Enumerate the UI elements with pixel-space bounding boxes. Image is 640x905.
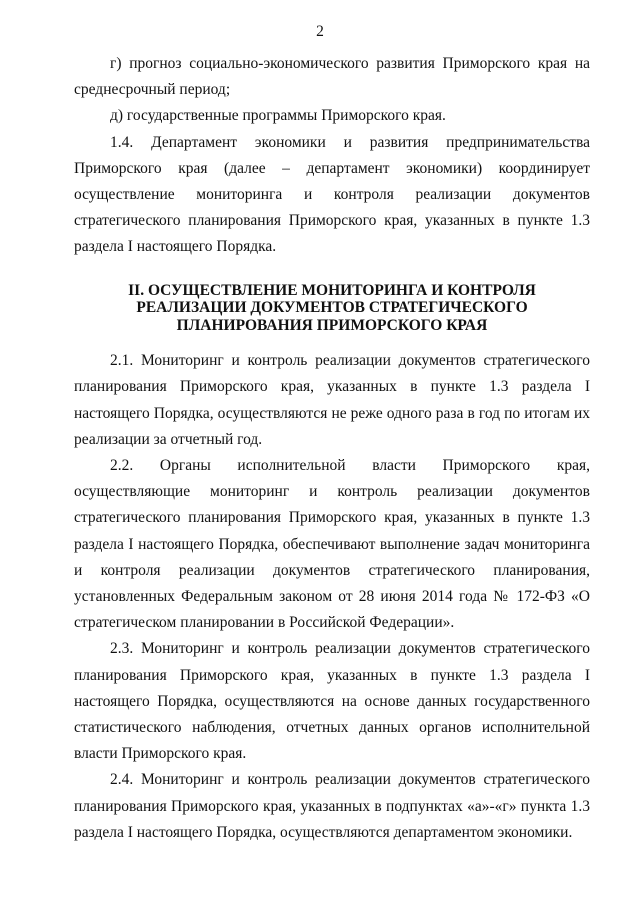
page-number: 2 — [316, 23, 324, 40]
section-heading: II. ОСУЩЕСТВЛЕНИЕ МОНИТОРИНГА И КОНТРОЛЯ РЕАЛИЗАЦИИ ДОКУМЕНТОВ СТРАТЕГИЧЕСКОГО ПЛАНИРОВАНИЯ ПРИМОРСКОГО КРАЯ — [128, 281, 536, 334]
paragraph-2-4: 2.4. Мониторинг и контроль реализации документов стратегического планирования Приморского края, указанных в подпунктах «а»-«г» пункта 1.3 раздела I настоящего Порядка, осуществляются департаментом экономики. — [74, 771, 590, 841]
paragraph-subitem-d: д) государственные программы Приморского края. — [110, 107, 446, 125]
paragraph-subitem-g: г) прогноз социально-экономического развития Приморского края на среднесрочный период; — [74, 55, 590, 99]
paragraph-2-1: 2.1. Мониторинг и контроль реализации документов стратегического планирования Приморского края, указанных в пункте 1.3 раздела I настоящего Порядка, осуществляются не реже одного раза в год по итогам их реализации за отчетный год. — [74, 352, 590, 448]
document-body — [74, 51, 590, 846]
paragraph-2-2: 2.2. Органы исполнительной власти Приморского края, осуществляющие мониторинг и контроль реализации документов стратегического планирования Приморского края, указанных в пункте 1.3 раздела I настоящего Порядка, обеспечивают выполнение задач мониторинга и контроля реализации документов стратегического планирования, установленных Федеральным законом от 28 июня 2014 года № 172-ФЗ «О стратегическом планировании в Российской Федерации». — [74, 456, 590, 632]
paragraph-1-4: 1.4. Департамент экономики и развития предпринимательства Приморского края (далее – департамент экономики) координирует осуществление мониторинга и контроля реализации документов стратегического планирования Приморского края, указанных в пункте 1.3 раздела I настоящего Порядка. — [74, 133, 590, 256]
paragraph-2-3: 2.3. Мониторинг и контроль реализации документов стратегического планирования Приморского края, указанных в пункте 1.3 раздела I настоящего Порядка, осуществляются на основе данных государственного статистического наблюдения, отчетных данных органов исполнительной власти Приморского края. — [74, 640, 590, 763]
